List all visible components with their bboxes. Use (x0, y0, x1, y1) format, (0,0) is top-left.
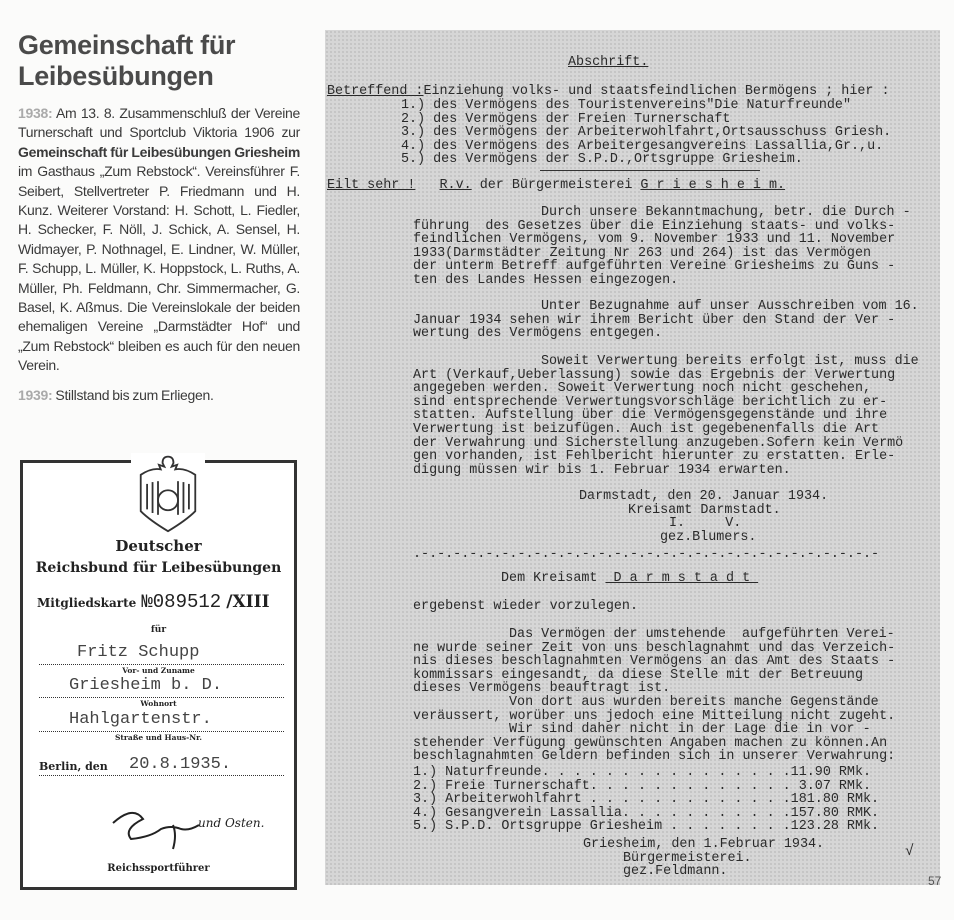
eagle-emblem-icon (131, 453, 205, 533)
text-line: Wir sind daher nicht in der Lage die in vor - (509, 722, 871, 738)
text-line: Das Vermögen der umstehende aufgeführten Verei- (509, 627, 895, 642)
subject-item: 1.) des Vermögens des Touristenvereins"Die Naturfreunde" (401, 98, 851, 113)
card-number-row (37, 591, 270, 613)
street-label: Straße und Haus-Nr. (115, 733, 202, 742)
text-line: Verwertung ist beizufügen. Auch ist gegebenenfalls die Art (413, 421, 880, 437)
text-line: veräussert, worüber uns jedoch eine Mitteilung nicht zugeht. (413, 708, 896, 724)
card-organization: Reichsbund für Leibesübungen (35, 560, 282, 576)
recipient-row (501, 572, 758, 586)
page-number: 57 (928, 874, 942, 888)
paragraph-3 (413, 355, 919, 477)
text-line: der Verwahrung und Sicherstellung anzugeben.Sofern kein Vermö (413, 435, 904, 451)
typewritten-document (325, 30, 940, 885)
text-line: gez.Blumers. (660, 529, 757, 545)
entry-bold: Gemeinschaft für Leibesübungen Griesheim (18, 143, 300, 160)
year-label: 1938: (18, 105, 53, 121)
text-line: gez.Feldmann. (623, 864, 728, 880)
doc-header: Abschrift. (568, 55, 649, 70)
subject-label: Betreffend : (327, 84, 424, 99)
text-line: stehender Verfügung gewünschten Angaben machen zu können.An (413, 735, 888, 751)
text-line: der unterm Betreff aufgeführten Vereine Griesheims zu Guns - (413, 259, 896, 275)
text-line: beschlagnahmten Geldern befinden sich in unserer Verwahrung: (413, 749, 896, 765)
name-field: Fritz Schupp (39, 643, 284, 665)
subject-item: 5.) des Vermögens der S.P.D.,Ortsgruppe Griesheim. (401, 152, 803, 168)
subject-item: 2.) des Vermögens der Freien Turnerschaft (401, 111, 731, 127)
rv-label: R.v. (439, 178, 472, 193)
text-line: ne wurde seiner Zeit von uns beschlagnahmt und das Verzeich- (413, 640, 896, 656)
text-line: Von dort aus wurden bereits manche Gegenstände (509, 694, 879, 710)
card-heading: Deutscher (115, 537, 202, 555)
name-label: Vor- und Zuname (122, 666, 195, 675)
text-line: Durch unsere Bekanntmachung, betr. die Durch - (541, 205, 911, 220)
amount-row: 1.) Naturfreunde. . . . . . . . . . . . . . . .11.90 RMk. (413, 765, 872, 780)
urgent-label: Eilt sehr ! (327, 178, 416, 193)
text-line: Soweit Verwertung bereits erfolgt ist, muss die (541, 354, 919, 369)
entry-text: Am 13. 8. Zusammenschluß der Vereine Turnerschaft und Sportclub Viktoria 1906 zur (18, 105, 300, 141)
date-row (39, 753, 284, 776)
text-line: kommissars eingesandt, da diese Stelle mit der Betreuung (413, 667, 863, 683)
paragraph-2 (413, 300, 919, 341)
paragraph-1 (413, 206, 911, 288)
svg-text:und Osten.: und Osten. (198, 816, 265, 830)
entry-1939 (18, 386, 300, 405)
recipient-place: D a r m s t a d t (605, 571, 759, 586)
divider (540, 170, 760, 171)
card-number: №089512 (141, 591, 222, 613)
text-line: Bürgermeisterei. (623, 850, 752, 866)
text-line: I. V. (669, 516, 742, 532)
card-suffix: /XIII (226, 592, 270, 612)
year-label: 1939: (18, 386, 53, 403)
city-field: Griesheim b. D. (39, 676, 284, 698)
rv-text: der Bürgermeisterei (471, 178, 641, 193)
entry-text: Stillstand bis zum Erliegen. (52, 386, 214, 403)
section-title (18, 30, 235, 92)
chronicle-text (18, 104, 300, 415)
text-line: wertung des Vermögens entgegen. (413, 326, 663, 342)
amounts-list (413, 766, 879, 834)
dashed-separator: .-.-.-.-.-.-.-.-.-.-.-.-.-.-.-.-.-.-.-.-.-.-.-.-.-.-.-.-.- (413, 547, 880, 562)
text-line: ten des Landes Hessen eingezogen. (413, 272, 679, 288)
subject-item: 4.) des Vermögens des Arbeitergesangvereins Lassallia,Gr.,u. (401, 138, 884, 154)
text-line: feindlichen Vermögens, vom 9. November 1933 und 11. November (413, 232, 896, 248)
date-label: Berlin, den (39, 760, 108, 773)
street-field: Hahlgartenstr. (39, 710, 284, 732)
text-line: ergebenst wieder vorzulegen. (413, 599, 638, 614)
title-line-1: Gemeinschaft für (18, 30, 236, 60)
recipient-label: Dem Kreisamt (501, 571, 606, 586)
text-line: dieses Vermögens beauftragt ist. (413, 681, 671, 697)
signature-block-2 (583, 838, 824, 879)
amount-row: 3.) Arbeiterwohlfahrt . . . . . . . . . . . . .181.80 RMk. (413, 792, 880, 808)
paragraph-4 (413, 628, 895, 764)
amount-row: 2.) Freie Turnerschaft. . . . . . . . . . . . . 3.07 RMk. (413, 778, 872, 794)
subject-text: Einziehung volks- und staatsfeindlichen Bermögens ; hier : (423, 84, 890, 99)
amount-row: 5.) S.P.D. Ortsgruppe Griesheim . . . . . . . .123.28 RMk. (413, 819, 880, 835)
subject-item: 3.) des Vermögens der Arbeiterwohlfahrt,Ortsausschuss Griesh. (401, 125, 892, 141)
text-line: 1933(Darmstädter Zeitung Nr 263 und 264) ist das Vermögen (413, 245, 872, 261)
signature (103, 803, 265, 857)
text-line: Darmstadt, den 20. Januar 1934. (579, 489, 829, 504)
text-line: Griesheim, den 1.Februar 1934. (583, 837, 825, 852)
text-line: Kreisamt Darmstadt. (628, 502, 781, 518)
text-line: gen vorhanden, ist Fehlbericht hierunter zu erstatten. Erle- (413, 449, 896, 465)
subject-items (401, 99, 891, 167)
entry-text: im Gasthaus „Zum Rebstock“. Vereinsführer F. Seibert, Stellvertreter P. Friedmann und H. Kunz. Weiterer Vorstand: H. Schott, L. Fiedler, H. Schecker, F. Nöll, J. Schick, A. Sensel, H. Widmayer, P. Nothnagel, E. Lindner, W. Müller, F. Schupp, L. Müller, K. Hoppstock, L. Ruths, A. Müller, Ph. Feldmann, Chr. Simmermacher, G. Basel, K. Aßmus. Die Vereinslokale der beiden ehemaligen Vereine „Darmstädter Hof“ und „Zum Rebstock“ bleiben es auch für den neuen Verein. (18, 163, 300, 374)
card-label: Mitgliedskarte (37, 596, 137, 610)
text-line: führung des Gesetzes über die Einziehung staats- und volks- (413, 218, 896, 234)
text-line: angegeben werden. Soweit Verwertung noch nicht geschehen, (413, 381, 872, 397)
text-line: Unter Bezugnahme auf unser Ausschreiben vom 16. (541, 299, 919, 314)
city-label: Wohnort (140, 699, 177, 708)
signature-block-1 (579, 490, 828, 544)
date-value: 20.8.1935. (129, 755, 232, 774)
subject-row (327, 85, 890, 99)
amount-row: 4.) Gesangverein Lassallia. . . . . . . . . . .157.80 RMK. (413, 805, 880, 821)
text-line: nis dieses beschlagnahmten Vermögens an das Amt des Staats - (413, 654, 896, 670)
text-line: Januar 1934 sehen wir ihrem Bericht über den Stand der Ver - (413, 312, 896, 328)
card-for: für (150, 625, 167, 635)
rv-place: G r i e s h e i m. (640, 178, 786, 193)
signer-title: Reichssportführer (107, 863, 210, 874)
text-line: digung müssen wir bis 1. Februar 1934 erwarten. (413, 462, 791, 478)
text-line: sind entsprechende Verwertungsvorschläge berichtlich zu er- (413, 394, 888, 410)
text-line: Art (Verkauf,Ueberlassung) sowie das Ergebnis der Verwertung (413, 367, 896, 383)
checkmark-icon: √ (905, 843, 915, 860)
text-line: statten. Aufstellung über die Vermögensgegenstände und ihre (413, 408, 888, 424)
urgent-row (327, 179, 785, 193)
title-line-2: Leibesübungen (18, 61, 214, 91)
entry-1938 (18, 104, 300, 376)
membership-card (20, 460, 297, 890)
